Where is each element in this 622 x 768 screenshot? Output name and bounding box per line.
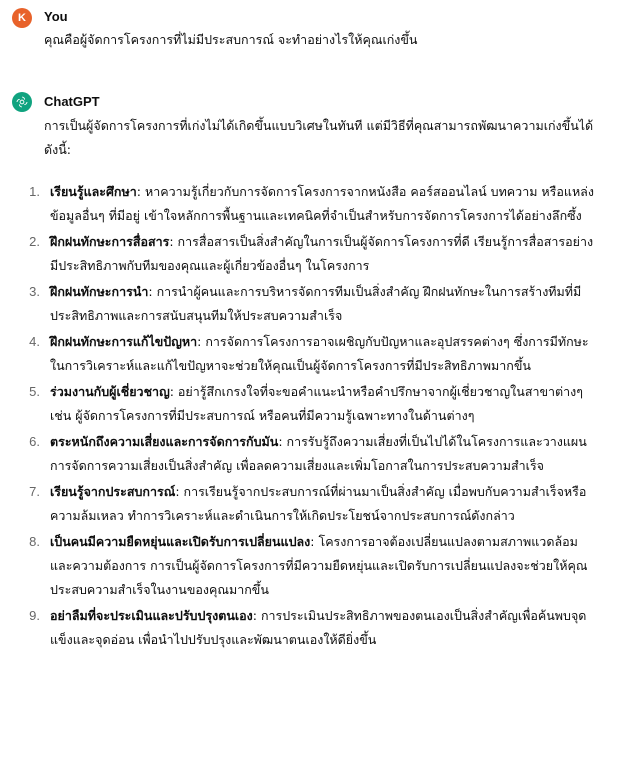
list-item-title: เป็นคนมีความยืดหยุ่นและเปิดรับการเปลี่ยนแปลง bbox=[50, 534, 311, 549]
list-item-number: 7. bbox=[29, 484, 40, 499]
assistant-intro: การเป็นผู้จัดการโครงการที่เก่งไม่ได้เกิดขึ้นแบบวิเศษในทันที แต่มีวิธีที่คุณสามารถพัฒนาความเก่งขึ้นได้ดังนี้: bbox=[44, 118, 594, 157]
list-item bbox=[29, 380, 598, 428]
list-item-body: : อย่ารู้สึกเกรงใจที่จะขอคำแนะนำหรือคำปรึกษาจากผู้เชี่ยวชาญในสาขาต่างๆ เช่น ผู้จัดการโครงการที่มีประสบการณ์ หรือคนที่มีความรู้เฉพาะทางในด้านต่างๆ bbox=[50, 384, 583, 423]
openai-logo-icon bbox=[15, 95, 29, 109]
list-item-title: ตระหนักถึงความเสี่ยงและการจัดการกับมัน bbox=[50, 434, 279, 449]
list-item-body: : การสื่อสารเป็นสิ่งสำคัญในการเป็นผู้จัดการโครงการที่ดี เรียนรู้การสื่อสารอย่างมีประสิทธิภาพกับทีมของคุณและผู้เกี่ยวข้องอื่นๆ ในโครงการ bbox=[50, 234, 594, 273]
list-item-title: เรียนรู้จากประสบการณ์ bbox=[50, 484, 176, 499]
list-item-body: : การรับรู้ถึงความเสี่ยงที่เป็นไปได้ในโครงการและวางแผนการจัดการความเสี่ยงเป็นสิ่งสำคัญ เพื่อลดความเสี่ยงและเพิ่มโอกาสในการประสบความสำเร็จ bbox=[50, 434, 587, 473]
assistant-avatar bbox=[12, 92, 32, 112]
list-item-number: 2. bbox=[29, 234, 40, 249]
list-item-title: อย่าลืมที่จะประเมินและปรับปรุงตนเอง bbox=[50, 608, 253, 623]
list-item bbox=[29, 280, 598, 328]
list-item bbox=[29, 180, 598, 228]
user-avatar bbox=[12, 8, 32, 28]
list-item-body: : หาความรู้เกี่ยวกับการจัดการโครงการจากหนังสือ คอร์สออนไลน์ บทความ หรือแหล่งข้อมูลอื่นๆ ที่มีอยู่ เข้าใจหลักการพื้นฐานและเทคนิคที่จำเป็นสำหรับการจัดการโครงการได้อย่างลึกซึ้ง bbox=[50, 184, 594, 223]
list-item-number: 8. bbox=[29, 534, 40, 549]
list-item-title: เรียนรู้และศึกษา bbox=[50, 184, 137, 199]
list-item-body: : การนำผู้คนและการบริหารจัดการทีมเป็นสิ่งสำคัญ ฝึกฝนทักษะในการสร้างทีมที่มีประสิทธิภาพและการสนับสนุนทีมให้ประสบความสำเร็จ bbox=[50, 284, 582, 323]
list-item-body: : โครงการอาจต้องเปลี่ยนแปลงตามสภาพแวดล้อมและความต้องการ การเป็นผู้จัดการโครงการที่มีความยืดหยุ่นและเปิดรับการเปลี่ยนแปลงจะช่วยให้คุณประสบความสำเร็จในงานของคุณมากขึ้น bbox=[50, 534, 588, 597]
list-item-title: ฝึกฝนทักษะการสื่อสาร bbox=[50, 234, 170, 249]
list-item bbox=[29, 480, 598, 528]
list-item bbox=[29, 330, 598, 378]
list-item-number: 1. bbox=[29, 184, 40, 199]
list-item-body: : การจัดการโครงการอาจเผชิญกับปัญหาและอุปสรรคต่างๆ ซึ่งการมีทักษะในการวิเคราะห์และแก้ไขปัญหาจะช่วยให้คุณเป็นผู้จัดการโครงการที่มีประสิทธิภาพมากขึ้น bbox=[50, 334, 589, 373]
list-item-body: : การประเมินประสิทธิภาพของตนเองเป็นสิ่งสำคัญเพื่อค้นพบจุดแข็งและจุดอ่อน เพื่อนำไปปรับปรุงและพัฒนาตนเองให้ดียิ่งขึ้น bbox=[50, 608, 587, 647]
list-item-number: 5. bbox=[29, 384, 40, 399]
list-item bbox=[29, 230, 598, 278]
list-item-number: 3. bbox=[29, 284, 40, 299]
assistant-name: ChatGPT bbox=[44, 94, 100, 109]
list-item bbox=[29, 604, 598, 652]
list-item bbox=[29, 530, 598, 602]
user-name: You bbox=[44, 9, 68, 24]
list-item-number: 9. bbox=[29, 608, 40, 623]
list-item-number: 6. bbox=[29, 434, 40, 449]
list-item-title: ฝึกฝนทักษะการแก้ไขปัญหา bbox=[50, 334, 198, 349]
user-avatar-initial: K bbox=[18, 12, 26, 24]
list-item-title: ฝึกฝนทักษะการนำ bbox=[50, 284, 149, 299]
list-item-body: : การเรียนรู้จากประสบการณ์ที่ผ่านมาเป็นสิ่งสำคัญ เมื่อพบกับความสำเร็จหรือความล้มเหลว ทำการวิเคราะห์และดำเนินการให้เกิดประโยชน์จากประสบการณ์ดังกล่าว bbox=[50, 484, 587, 523]
list-item bbox=[29, 430, 598, 478]
list-item-title: ร่วมงานกับผู้เชี่ยวชาญ bbox=[50, 384, 170, 399]
user-message-text: คุณคือผู้จัดการโครงการที่ไม่มีประสบการณ์ จะทำอย่างไรให้คุณเก่งขึ้น bbox=[44, 32, 418, 47]
advice-list bbox=[29, 180, 598, 654]
list-item-number: 4. bbox=[29, 334, 40, 349]
